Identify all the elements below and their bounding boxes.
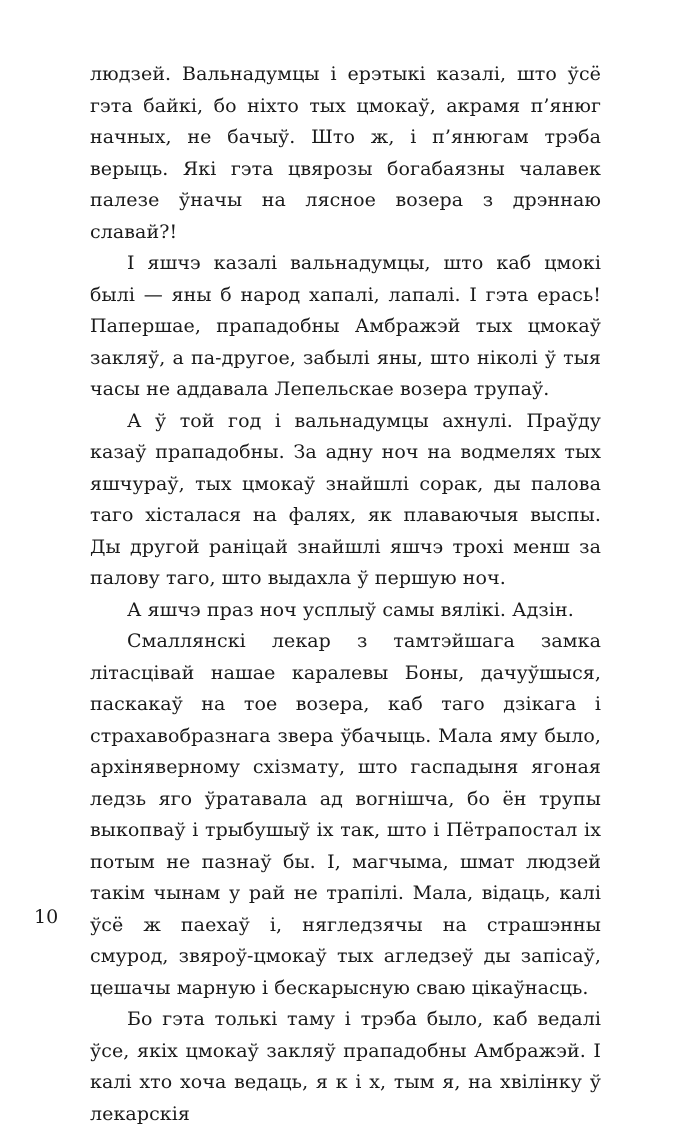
- page-number: 10: [34, 906, 59, 928]
- page-body: [90, 59, 601, 1130]
- paragraph-1: людзей. Вальнадумцы і ерэтыкі казалі, што ўсё гэта байкі, бо ніхто тых цмокаў, акрамя п’янюг начных, не бачыў. Што ж, і п’янюгам трэба верыць. Які гэта цвярозы богабаязны чалавек палезе ўначы на лясное возера з дрэннаю славай?!: [90, 63, 601, 243]
- paragraph-2: І яшчэ казалі вальнадумцы, што каб цмокі былі — яны б народ хапалі, лапалі. І гэта ерась! Папершае, прападобны Амбражэй тых цмокаў закляў, а па-другое, забылі яны, што ніколі ў тыя часы не аддавала Лепельскае возера трупаў.: [90, 252, 601, 400]
- paragraph-6: Бо гэта толькі таму і трэба было, каб ведалі ўсе, якіх цмокаў закляў прападобны Амбражэй. І калі хто хоча ведаць, я к і х, тым я, на хвілінку ў лекарскія: [90, 1008, 601, 1125]
- paragraph-5: Смаллянскі лекар з тамтэйшага замка літасцівай нашае каралевы Боны, дачуўшыся, паскакаў на тое возера, каб таго дзікага і страхавобразнага звера ўбачыць. Мала яму было, архіняверному схізмату, што гаспадыня ягоная ледзь яго ўратавала ад вогнішча, бо ён трупы выкопваў і трыбушыў іх так, што і Пётрапостал іх потым не пазнаў бы. І, магчыма, шмат людзей такім чынам у рай не трапілі. Мала, відаць, калі ўсё ж паехаў і, нягледзячы на страшэнны смурод, звяроў-цмокаў тых агледзеў ды запісаў, цешачы марную і бескарысную сваю цікаўнасць.: [90, 630, 601, 999]
- paragraph-4: А яшчэ праз ноч усплыў самы вялікі. Адзін.: [127, 598, 574, 621]
- paragraph-3: А ў той год і вальнадумцы ахнулі. Праўду казаў прападобны. За адну ноч на водмелях тых яшчураў, тых цмокаў знайшлі сорак, ды палова таго хісталася на фалях, як плаваючыя выспы. Ды другой раніцай знайшлі яшчэ трохі менш за палову таго, што выдахла ў першую ноч.: [90, 409, 601, 589]
